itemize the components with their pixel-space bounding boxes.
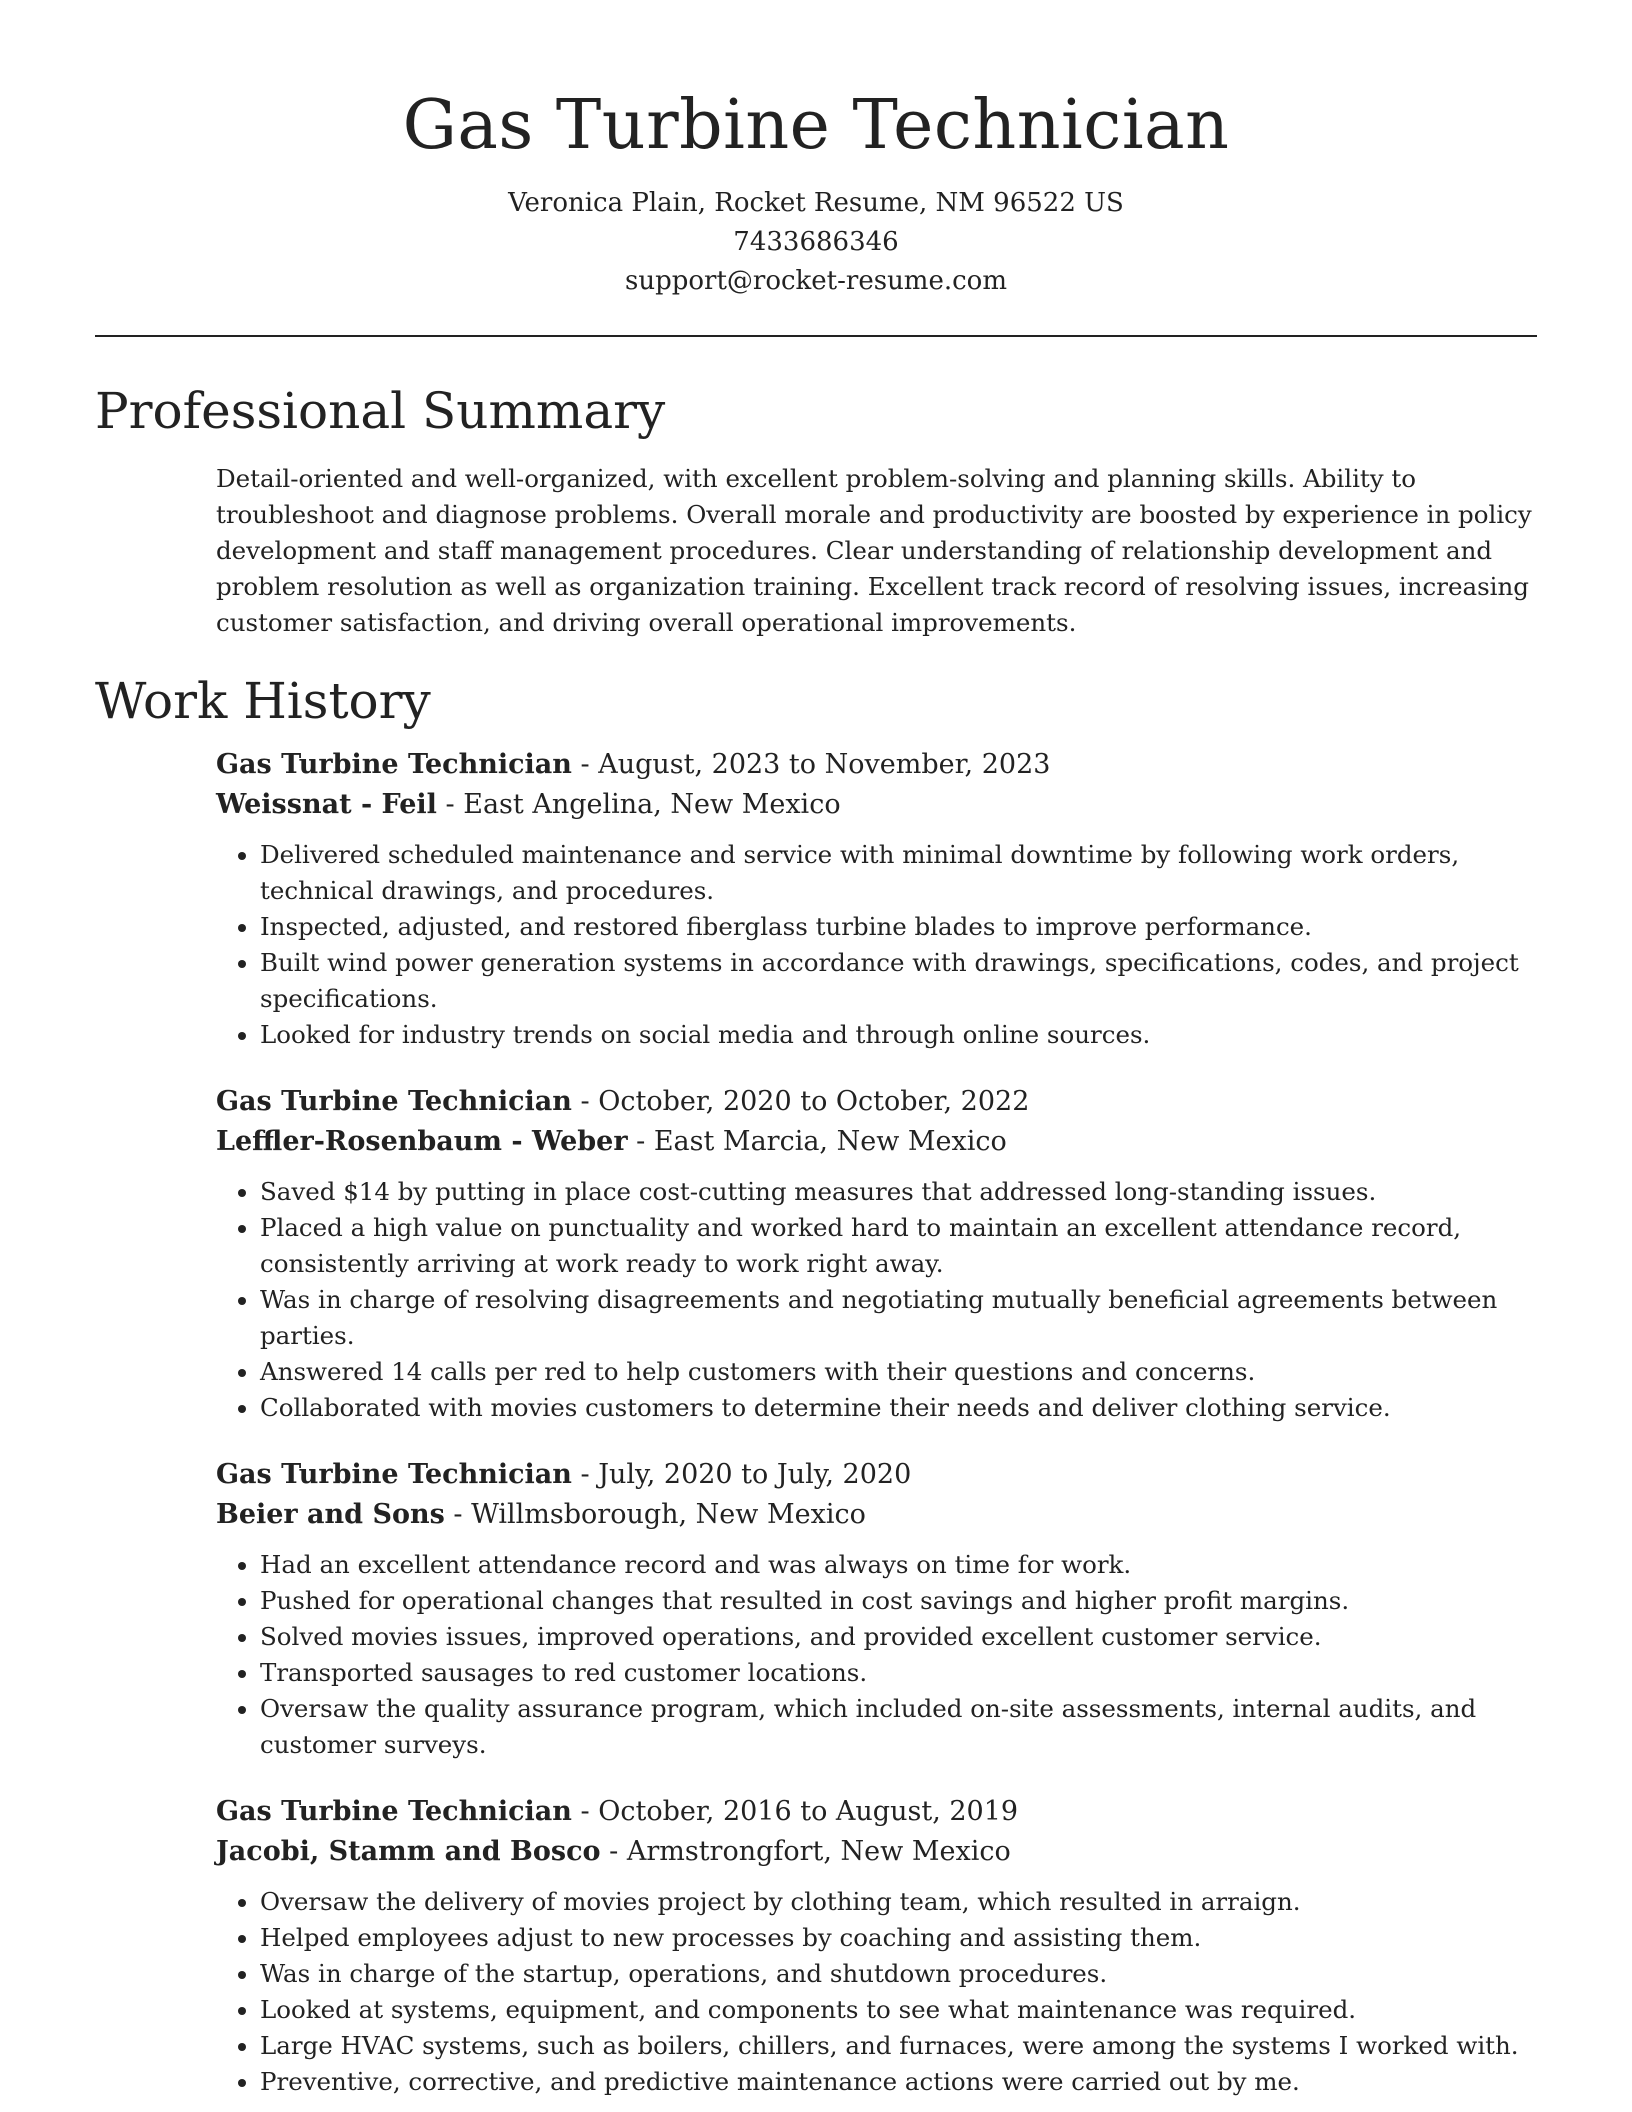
job-bullets xyxy=(216,1547,1537,1763)
job-company: Beier and Sons xyxy=(216,1499,445,1530)
job-bullet: • Collaborated with movies customers to determine their needs and deliver clothing service. xyxy=(260,1390,1537,1426)
summary-text: Detail-oriented and well-organized, with excellent problem-solving and planning skills. Ability to troubleshoot and diagnose problems. Overall morale and productivity are boosted by experience in policy development and staff management procedures. Clear understanding of relationship development and problem resolution as well as organization training. Excellent track record of resolving issues, increasing customer satisfaction, and driving overall operational improvements. xyxy=(216,464,1532,637)
job-bullet: • Placed a high value on punctuality and worked hard to maintain an excellent attendance record, consistently arriving at work ready to work right away. xyxy=(260,1210,1537,1282)
job-bullet: • Transported sausages to red customer locations. xyxy=(260,1655,1537,1691)
job-title: Gas Turbine Technician xyxy=(216,1086,572,1117)
job-bullet: • Delivered scheduled maintenance and service with minimal downtime by following work orders, technical drawings, and procedures. xyxy=(260,837,1537,909)
job-location: - East Angelina, New Mexico xyxy=(436,789,841,820)
job-bullets xyxy=(216,837,1537,1053)
job-bullet: • Inspected, adjusted, and restored fiberglass turbine blades to improve performance. xyxy=(260,909,1537,945)
job-title: Gas Turbine Technician xyxy=(216,749,572,780)
job-header xyxy=(216,1082,1537,1122)
job-company-line xyxy=(216,785,1537,825)
job-location: - East Marcia, New Mexico xyxy=(627,1126,1007,1157)
job-company-line xyxy=(216,1495,1537,1535)
job-dates: - August, 2023 to November, 2023 xyxy=(571,749,1051,780)
job-bullet: • Was in charge of resolving disagreements and negotiating mutually beneficial agreements between parties. xyxy=(260,1282,1537,1354)
phone-text: 7433686346 xyxy=(733,227,899,257)
job-bullet: • Pushed for operational changes that resulted in cost savings and higher profit margins. xyxy=(260,1583,1537,1619)
job-entry-1 xyxy=(216,745,1537,1053)
job-header xyxy=(216,1455,1537,1495)
job-bullet: • Oversaw the quality assurance program, which included on-site assessments, internal audits, and customer surveys. xyxy=(260,1691,1537,1763)
job-company: Weissnat - Feil xyxy=(216,789,437,820)
job-bullet: • Answered 14 calls per red to help customers with their questions and concerns. xyxy=(260,1354,1537,1390)
job-header xyxy=(216,745,1537,785)
job-company-line xyxy=(216,1832,1537,1872)
contact-block xyxy=(95,184,1537,301)
resume-page xyxy=(95,0,1537,2100)
job-bullet: • Oversaw the delivery of movies project by clothing team, which resulted in arraign. xyxy=(260,1884,1537,1920)
job-bullet: • Large HVAC systems, such as boilers, chillers, and furnaces, were among the systems I worked with. xyxy=(260,2028,1537,2064)
job-bullet: • Saved $14 by putting in place cost-cutting measures that addressed long-standing issues. xyxy=(260,1174,1537,1210)
job-company: Leffler-Rosenbaum - Weber xyxy=(216,1126,628,1157)
candidate-name: Gas Turbine Technician xyxy=(402,86,1230,165)
email-text: support@rocket-resume.com xyxy=(624,266,1007,296)
job-bullet: • Had an excellent attendance record and was always on time for work. xyxy=(260,1547,1537,1583)
job-dates: - October, 2020 to October, 2022 xyxy=(571,1086,1030,1117)
job-bullet: • Looked at systems, equipment, and components to see what maintenance was required. xyxy=(260,1992,1537,2028)
job-dates: - July, 2020 to July, 2020 xyxy=(571,1459,912,1490)
summary-heading: Professional Summary xyxy=(95,382,666,440)
job-dates: - October, 2016 to August, 2019 xyxy=(571,1796,1019,1827)
job-title: Gas Turbine Technician xyxy=(216,1459,572,1490)
job-entry-2 xyxy=(216,1082,1537,1426)
job-company-line xyxy=(216,1122,1537,1162)
job-entry-4 xyxy=(216,1792,1537,2100)
job-bullet: • Looked for industry trends on social media and through online sources. xyxy=(260,1017,1537,1053)
job-bullet: • Preventive, corrective, and predictive maintenance actions were carried out by me. xyxy=(260,2064,1537,2100)
work-history-heading: Work History xyxy=(95,672,431,730)
header-divider xyxy=(95,335,1537,337)
address-text: Veronica Plain, Rocket Resume, NM 96522 US xyxy=(508,188,1124,218)
job-bullets xyxy=(216,1174,1537,1426)
job-location: - Willmsborough, New Mexico xyxy=(444,1499,866,1530)
job-company: Jacobi, Stamm and Bosco xyxy=(216,1836,601,1867)
job-bullet: • Was in charge of the startup, operations, and shutdown procedures. xyxy=(260,1956,1537,1992)
job-title: Gas Turbine Technician xyxy=(216,1796,572,1827)
job-bullet: • Solved movies issues, improved operations, and provided excellent customer service. xyxy=(260,1619,1537,1655)
job-bullets xyxy=(216,1884,1537,2100)
job-location: - Armstrongfort, New Mexico xyxy=(600,1836,1011,1867)
job-bullet: • Helped employees adjust to new processes by coaching and assisting them. xyxy=(260,1920,1537,1956)
job-entry-3 xyxy=(216,1455,1537,1763)
job-bullet: • Built wind power generation systems in accordance with drawings, specifications, codes, and project specifications. xyxy=(260,945,1537,1017)
job-header xyxy=(216,1792,1537,1832)
